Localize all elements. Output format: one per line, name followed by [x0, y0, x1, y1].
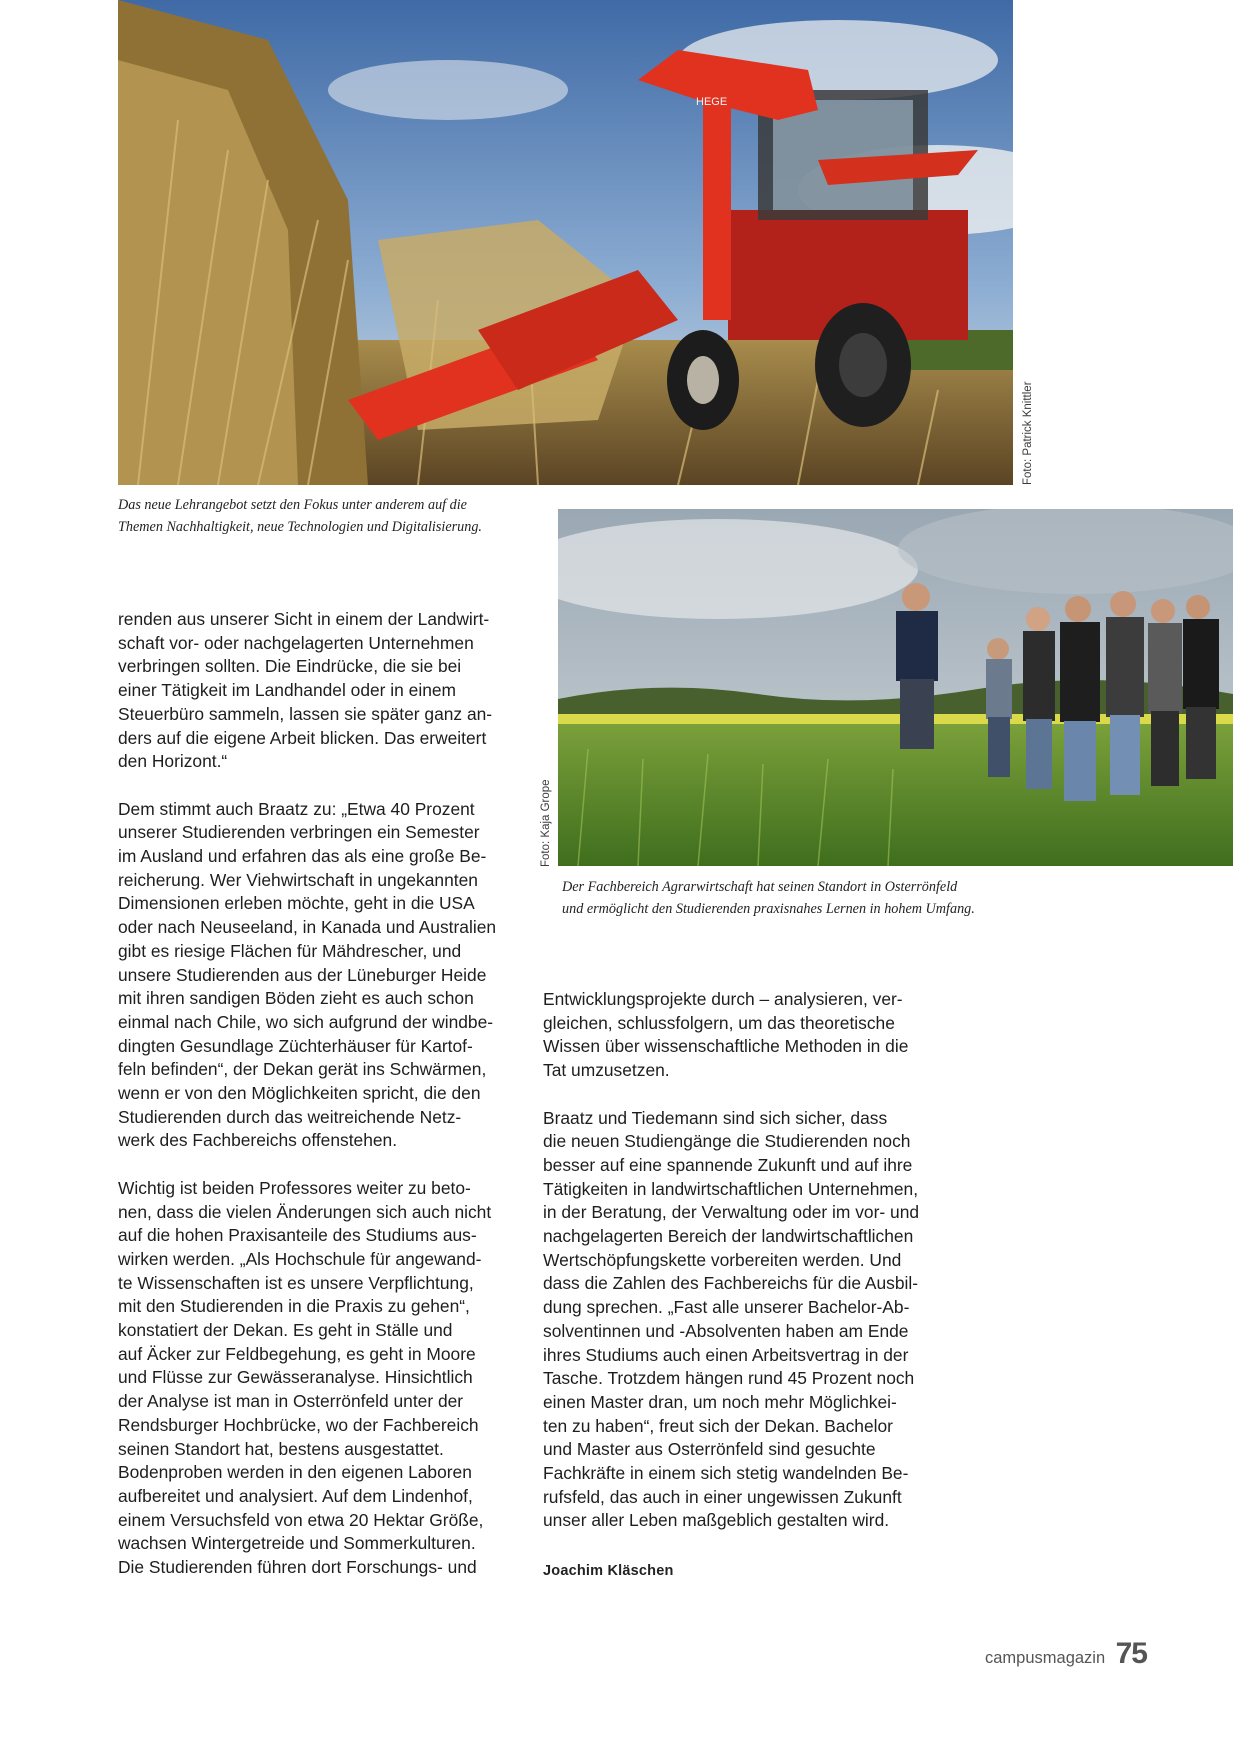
harvester-photo: [118, 0, 1013, 485]
text-line: und Master aus Osterrönfeld sind gesuchte: [543, 1439, 876, 1460]
text-line: im Ausland und erfahren das als eine große Be-: [118, 846, 487, 867]
text-line: Tätigkeiten in landwirtschaftlichen Unternehmen,: [543, 1178, 919, 1199]
text-line: Dimensionen erleben möchte, geht in die USA: [118, 893, 475, 914]
photo-credit-group: Foto: Kaja Grope: [540, 779, 552, 867]
text-line: und Flüsse zur Gewässeranalyse. Hinsichtlich: [118, 1367, 473, 1388]
text-line: wirken werden. „Als Hochschule für angewand-: [118, 1248, 482, 1269]
text-line: nachgelagerten Bereich der landwirtschaftlichen: [543, 1226, 914, 1247]
text-line: ders auf die eigene Arbeit blicken. Das erweitert: [118, 727, 487, 748]
text-line: dingten Gesundlage Züchterhäuser für Kartof-: [118, 1035, 473, 1056]
caption-line: Themen Nachhaltigkeit, neue Technologien und Digitalisierung.: [118, 518, 482, 535]
text-line: dass die Zahlen des Fachbereichs für die Ausbil-: [543, 1273, 919, 1294]
text-line: besser auf eine spannende Zukunft und auf ihre: [543, 1154, 913, 1175]
article-column-left: [118, 608, 518, 1603]
text-line: verbringen sollten. Die Eindrücke, die sie bei: [118, 656, 462, 677]
paragraph: [118, 1177, 518, 1580]
text-line: ihres Studiums auch einen Arbeitsvertrag in der: [543, 1344, 909, 1365]
text-line: Wichtig ist beiden Professores weiter zu beto-: [118, 1177, 471, 1198]
text-line: einem Versuchsfeld von etwa 20 Hektar Größe,: [118, 1509, 484, 1530]
caption-top: [118, 495, 482, 538]
text-line: feln befinden“, der Dekan gerät ins Schwärmen,: [118, 1059, 487, 1080]
caption-group: [562, 877, 975, 920]
text-line: gibt es riesige Flächen für Mähdrescher, und: [118, 940, 462, 961]
article-author: Joachim Kläschen: [543, 1563, 674, 1579]
paragraph: [543, 1107, 963, 1534]
magazine-name: campusmagazin: [985, 1649, 1106, 1667]
text-line: seinen Standort hat, bestens ausgestattet.: [118, 1438, 444, 1459]
text-line: reicherung. Wer Viehwirtschaft in ungekannten: [118, 869, 478, 890]
text-line: unser aller Leben maßgeblich gestalten wird.: [543, 1510, 890, 1531]
photo-credit-top: Foto: Patrick Knittler: [1022, 381, 1034, 485]
page-number: 75: [1115, 1637, 1147, 1670]
text-line: Tat umzusetzen.: [543, 1060, 670, 1081]
paragraph: [543, 988, 963, 1083]
students-field-photo: [558, 509, 1233, 866]
harvester-image: [118, 0, 1013, 485]
text-line: einer Tätigkeit im Landhandel oder in einem: [118, 680, 457, 701]
text-line: wachsen Wintergetreide und Sommerkulturen.: [118, 1533, 476, 1554]
text-line: unsere Studierenden aus der Lüneburger Heide: [118, 964, 487, 985]
text-line: Bodenproben werden in den eigenen Laboren: [118, 1462, 472, 1483]
text-line: der Analyse ist man in Osterrönfeld unter der: [118, 1391, 464, 1412]
text-line: Die Studierenden führen dort Forschungs- und: [118, 1557, 477, 1578]
text-line: schaft vor- oder nachgelagerten Unternehmen: [118, 632, 474, 653]
text-line: den Horizont.“: [118, 751, 228, 772]
text-line: wenn er von den Möglichkeiten spricht, die den: [118, 1083, 481, 1104]
caption-line: Der Fachbereich Agrarwirtschaft hat seinen Standort in Osterrönfeld: [562, 879, 958, 895]
page-footer: [985, 1637, 1147, 1671]
text-line: Steuerbüro sammeln, lassen sie später ganz an-: [118, 703, 493, 724]
text-line: te Wissenschaften ist es unsere Verpflichtung,: [118, 1272, 474, 1293]
text-line: renden aus unserer Sicht in einem der Landwirt-: [118, 609, 490, 629]
text-line: Dem stimmt auch Braatz zu: „Etwa 40 Prozent: [118, 798, 475, 819]
text-line: Fachkräfte in einem sich stetig wandelnden Be-: [543, 1463, 909, 1484]
text-line: gleichen, schlussfolgern, um das theoretische: [543, 1012, 895, 1033]
paragraph: [118, 798, 518, 1154]
harvester-brand-label: HEGE: [696, 96, 728, 108]
text-line: mit den Studierenden in die Praxis zu gehen“,: [118, 1296, 470, 1317]
text-line: oder nach Neuseeland, in Kanada und Australien: [118, 917, 497, 938]
paragraph: [118, 608, 518, 774]
students-image: [558, 509, 1233, 866]
text-line: Braatz und Tiedemann sind sich sicher, dass: [543, 1107, 888, 1128]
caption-line: Das neue Lehrangebot setzt den Fokus unter anderem auf die: [118, 497, 467, 513]
text-line: solventinnen und -Absolventen haben am Ende: [543, 1320, 909, 1341]
text-line: einen Master dran, um noch mehr Möglichkei-: [543, 1391, 897, 1412]
text-line: Rendsburger Hochbrücke, wo der Fachbereich: [118, 1414, 479, 1435]
text-line: ten zu haben“, freut sich der Dekan. Bachelor: [543, 1415, 893, 1436]
article-column-right: [543, 988, 963, 1557]
text-line: rufsfeld, das auch in einer ungewissen Zukunft: [543, 1486, 902, 1507]
text-line: Studierenden durch das weitreichende Netz-: [118, 1106, 462, 1127]
text-line: konstatiert der Dekan. Es geht in Ställe und: [118, 1320, 453, 1341]
text-line: aufbereitet und analysiert. Auf dem Lindenhof,: [118, 1485, 473, 1506]
text-line: nen, dass die vielen Änderungen sich auch nicht: [118, 1201, 492, 1222]
text-line: in der Beratung, der Verwaltung oder im vor- und: [543, 1202, 920, 1223]
text-line: unserer Studierenden verbringen ein Semester: [118, 822, 480, 843]
caption-line: und ermöglicht den Studierenden praxisnahes Lernen in hohem Umfang.: [562, 900, 975, 917]
text-line: Wertschöpfungskette vorbereiten werden. Und: [543, 1249, 902, 1270]
text-line: werk des Fachbereichs offenstehen.: [118, 1130, 398, 1151]
text-line: auf Äcker zur Feldbegehung, es geht in Moore: [118, 1343, 476, 1364]
text-line: Wissen über wissenschaftliche Methoden in die: [543, 1036, 909, 1057]
text-line: einmal nach Chile, wo sich aufgrund der windbe-: [118, 1011, 494, 1032]
text-line: mit ihren sandigen Böden zieht es auch schon: [118, 988, 474, 1009]
text-line: Entwicklungsprojekte durch – analysieren, ver-: [543, 989, 903, 1009]
text-line: dung sprechen. „Fast alle unserer Bachelor-Ab-: [543, 1297, 910, 1318]
text-line: Tasche. Trotzdem hängen rund 45 Prozent noch: [543, 1368, 915, 1389]
text-line: die neuen Studiengänge die Studierenden noch: [543, 1131, 911, 1152]
text-line: auf die hohen Praxisanteile des Studiums aus-: [118, 1225, 477, 1246]
